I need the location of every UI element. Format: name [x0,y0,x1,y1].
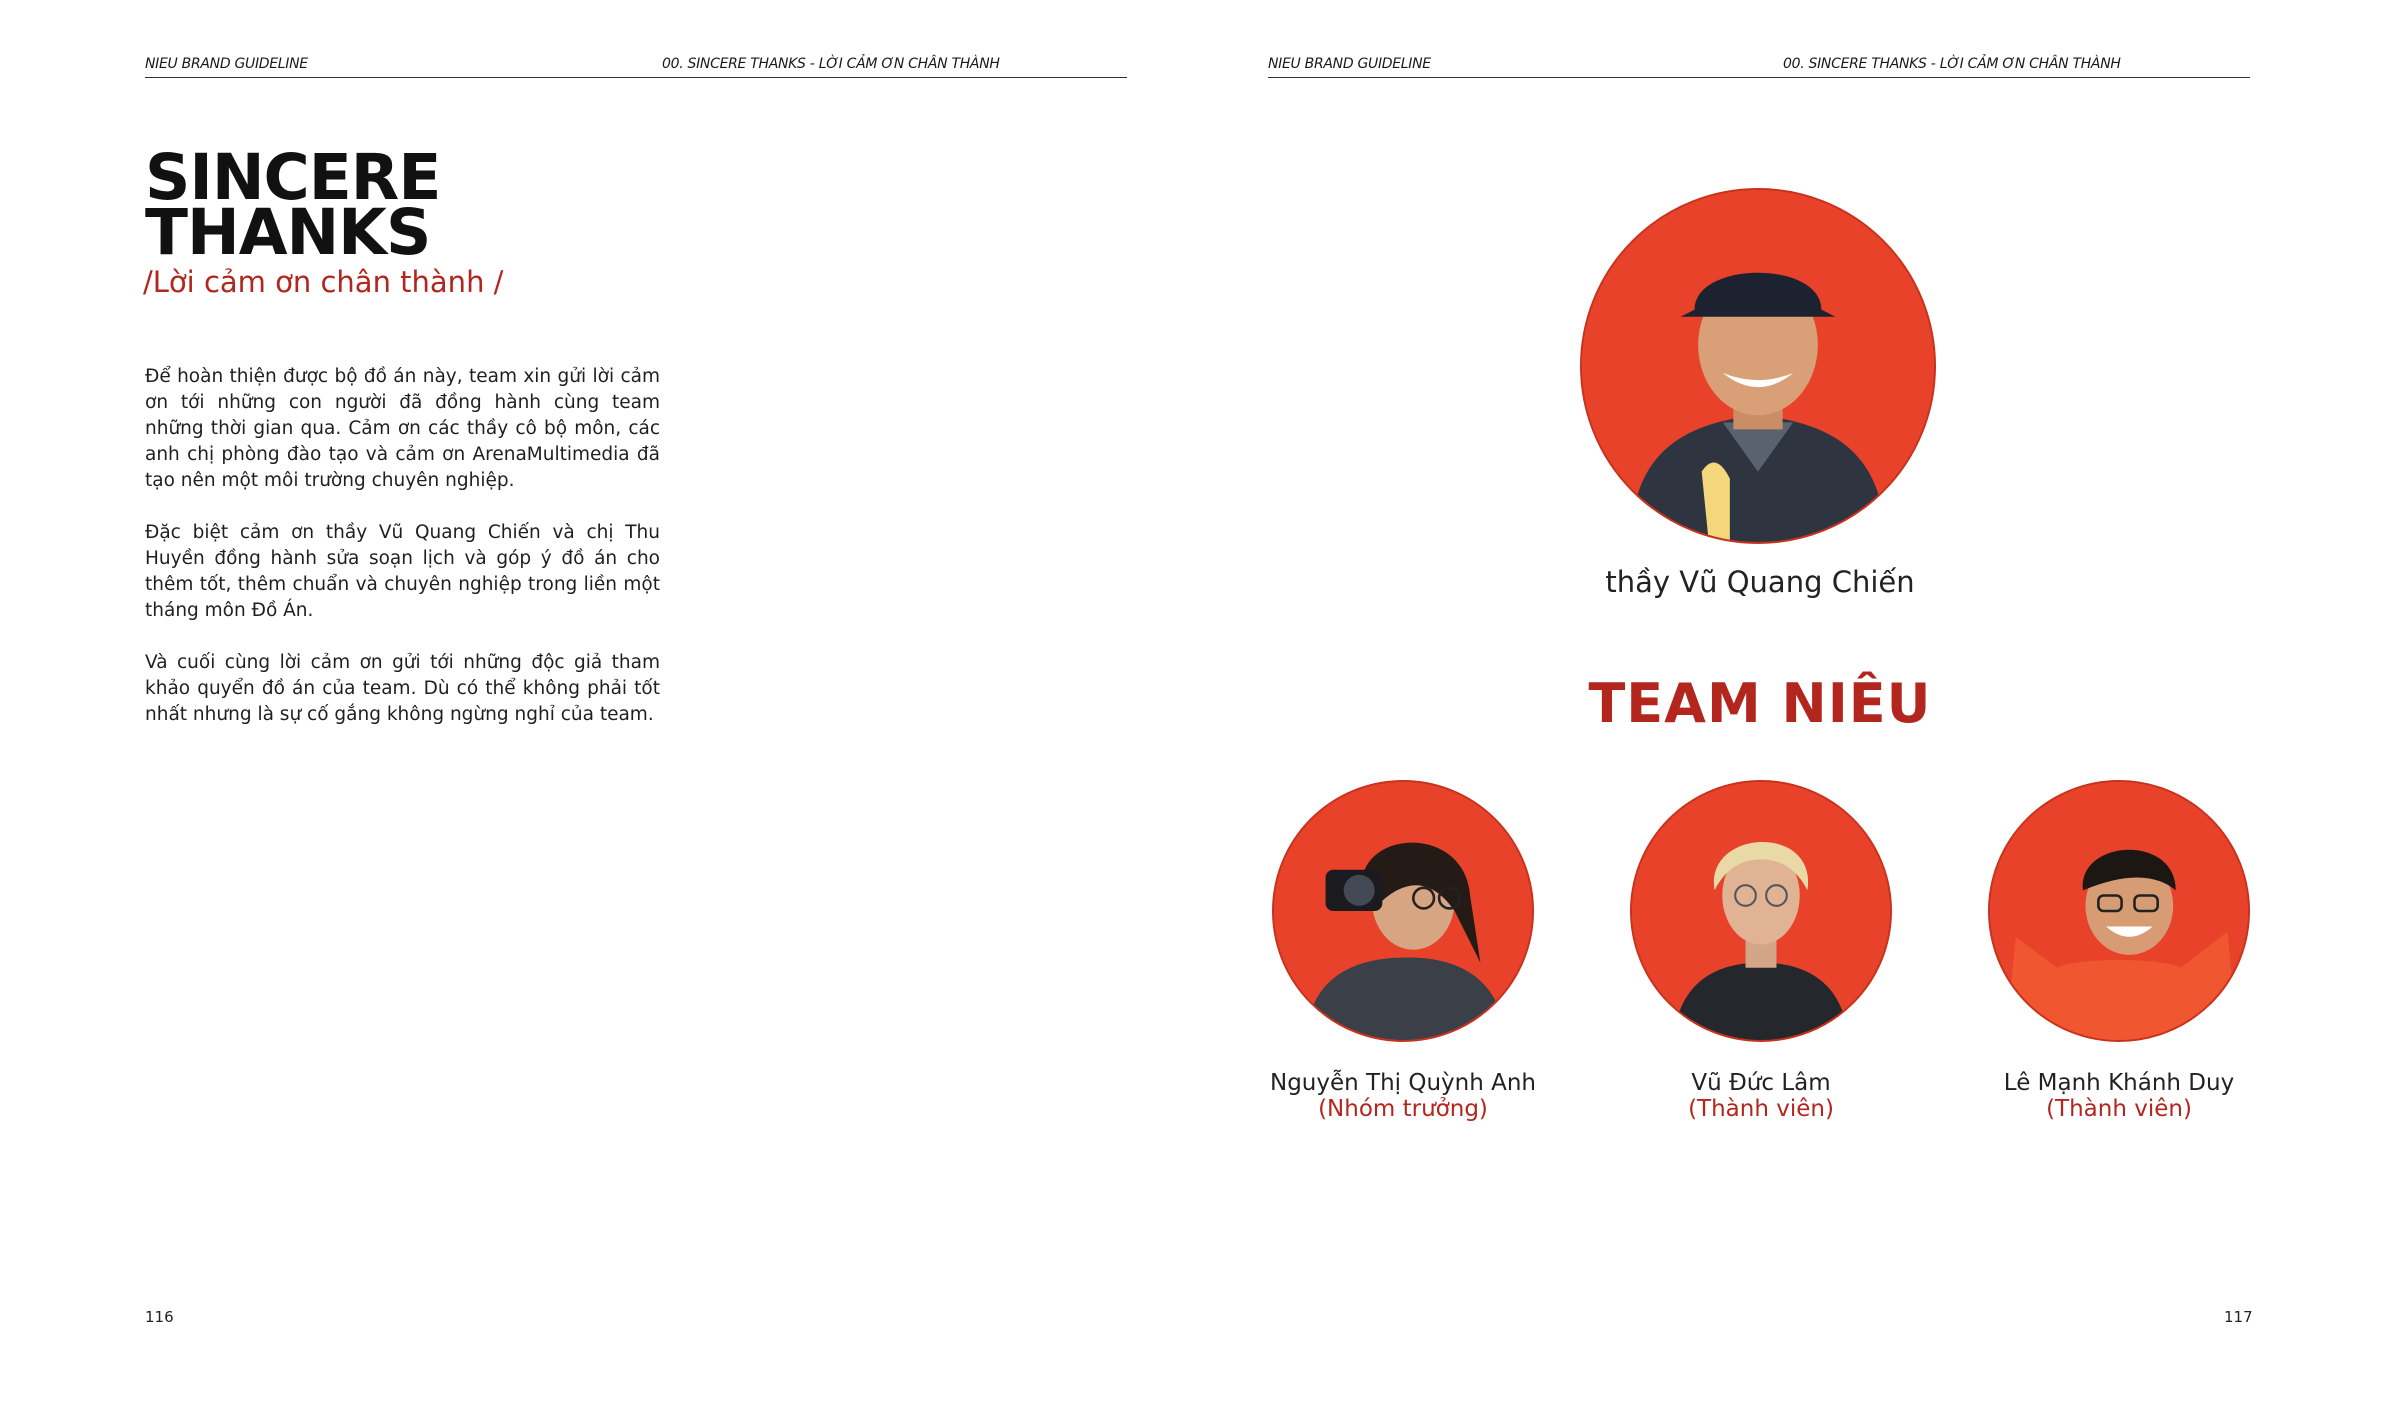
member-name: Lê Mạnh Khánh Duy [2003,1070,2235,1096]
running-header-left: NIEU BRAND GUIDELINE [1268,56,1431,72]
page-title-line1: SINCERE [145,141,441,214]
running-header-left: NIEU BRAND GUIDELINE [145,56,308,72]
page-title-line2: THANKS [145,196,431,269]
member-portrait-icon [1988,780,2250,1042]
running-header-section: 00. SINCERE THANKS - LỜI CẢM ƠN CHÂN THÀNH [1783,56,2121,72]
header-rule [145,77,1127,78]
member-name: Nguyễn Thị Quỳnh Anh [1269,1070,1536,1096]
mentor-name: thầy Vũ Quang Chiến [1605,565,1915,599]
member-role: (Thành viên) [1688,1096,1834,1122]
paragraph: Đặc biệt cảm ơn thầy Vũ Quang Chiến và chị Thu Huyền đồng hành sửa soạn lịch và góp ý đồ án cho thêm tốt, thêm chuẩn và chuyên nghiệp trong liền một tháng môn Đồ Án. [145,522,660,621]
mentor-portrait-icon [1580,188,1936,544]
member-portrait-icon [1272,780,1534,1042]
page-title [145,141,441,269]
page-number-right: 117 [2224,1308,2253,1326]
member-role: (Nhóm trưởng) [1318,1096,1488,1122]
header-rule [1268,77,2250,78]
page-number-left: 116 [145,1308,174,1326]
page-subtitle: /Lời cảm ơn chân thành / [143,265,504,299]
paragraph: Để hoàn thiện được bộ đồ án này, team xin gửi lời cảm ơn tới những con người đã đồng hành cùng team những thời gian qua. Cảm ơn các thầy cô bộ môn, các anh chị phòng đào tạo và cảm ơn ArenaMultimedia đã tạo nên một môi trường chuyên nghiệp. [145,366,660,491]
member-role: (Thành viên) [2046,1096,2192,1122]
running-header-section: 00. SINCERE THANKS - LỜI CẢM ƠN CHÂN THÀNH [662,56,1000,72]
team-title: TEAM NIÊU [1588,672,1932,735]
member-name: Vũ Đức Lâm [1691,1070,1831,1096]
member-portrait-icon [1630,780,1892,1042]
paragraph: Và cuối cùng lời cảm ơn gửi tới những độc giả tham khảo quyển đồ án của team. Dù có thể không phải tốt nhất nhưng là sự cố gắng không ngừng nghỉ của team. [145,652,660,725]
thanks-body [145,364,660,754]
